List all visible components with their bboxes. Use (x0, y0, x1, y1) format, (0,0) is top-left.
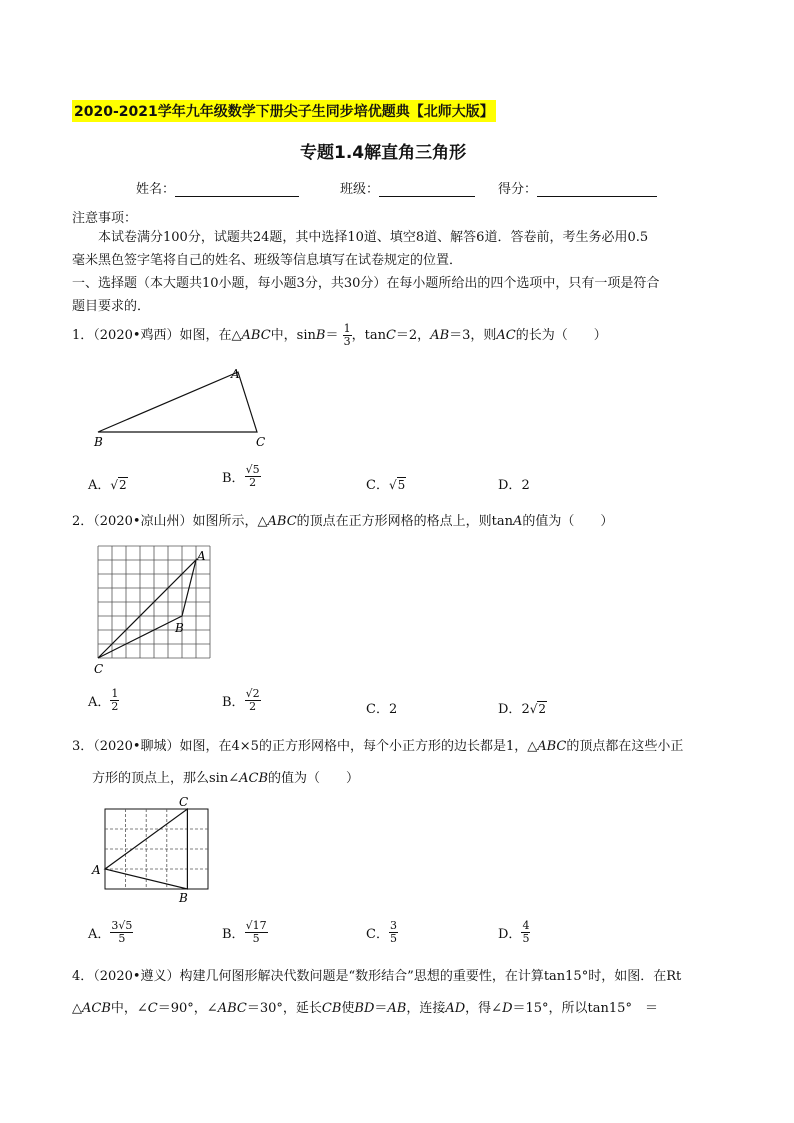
vertex-label-c: C (256, 435, 266, 449)
vertex-label-b: B (175, 621, 184, 635)
class-blank[interactable] (379, 184, 475, 197)
question-2: 2．（2020•凉山州）如图所示，△ABC的顶点在正方形网格的格点上，则tanA的值为（ ） (72, 514, 614, 529)
triangle-abc (98, 372, 257, 432)
question-3: 3．（2020•聊城）如图，在4×5的正方形网格中，每个小正方形的边长都是1，△ABC的顶点都在这些小正 (72, 739, 684, 754)
notes-line-2: 毫米黑色签字笔将自己的姓名、班级等信息填写在试卷规定的位置． (72, 253, 463, 268)
page-title: 专题1.4解直角三角形 (300, 143, 467, 163)
section-heading: 一、选择题（本大题共10小题，每小题3分，共30分）在每小题所给出的四个选项中，只有一项是符合 (72, 276, 660, 291)
vertex-label-b: B (94, 435, 103, 449)
notes-line-1: 本试卷满分100分，试题共24题，其中选择10道、填空8道、解答6道．答卷前，考生务必用0.5 (98, 230, 649, 245)
vertex-label-b: B (179, 891, 188, 905)
q2-option-a[interactable]: A． $\frac{1}{2}$ (88, 687, 119, 713)
q2-option-b[interactable]: B． $\frac{√2}{2}$ (222, 687, 260, 713)
question-4: 4．（2020•遵义）构建几何图形解决代数问题是“数形结合”思想的重要性，在计算tan15°时，如图．在Rt (72, 969, 682, 984)
banner: 2020-2021学年九年级数学下册尖子生同步培优题典【北师大版】 (72, 100, 496, 122)
vertex-label-a: A (197, 549, 206, 563)
q3-grid-figure (88, 793, 218, 905)
question-3-cont: 方形的顶点上，那么sin∠ACB的值为（ ） (92, 771, 360, 786)
question-1: 1．（2020•鸡西）如图，在△ABC中，sinB＝ $\frac{1}{3}$ ，tanC＝2，AB＝3，则AC的长为（ ） (72, 322, 607, 348)
notes-heading: 注意事项： (72, 211, 138, 226)
q3-option-b[interactable]: B． $\frac{√17}{5}$ (222, 919, 267, 945)
q1-option-b[interactable]: B． $\frac{√5}{2}$ (222, 463, 260, 489)
vertex-label-a: A (231, 367, 240, 381)
q2-option-d[interactable]: D．2√2 (498, 702, 547, 717)
vertex-label-c: C (94, 662, 104, 676)
name-blank[interactable] (175, 184, 299, 197)
q3-option-d[interactable]: D． $\frac{4}{5}$ (498, 919, 530, 945)
section-heading-cont: 题目要求的． (72, 299, 151, 314)
q3-option-c[interactable]: C． $\frac{3}{5}$ (366, 919, 397, 945)
score-blank[interactable] (537, 184, 657, 197)
q1-triangle-figure (90, 362, 280, 454)
q1-option-c[interactable]: C．√5 (366, 478, 406, 493)
score-label: 得分： (498, 182, 538, 197)
class-label: 班级： (340, 182, 380, 197)
question-4-cont: △ACB中，∠C＝90°，∠ABC＝30°，延长CB使BD＝AB，连接AD，得∠D＝15°，所以tan15° ＝ (72, 1001, 658, 1016)
name-label: 姓名： (136, 182, 176, 197)
fraction: $\frac{1}{3}$ (343, 322, 351, 348)
vertex-label-c: C (179, 795, 189, 809)
q2-grid-figure (90, 540, 220, 676)
q2-option-c[interactable]: C．2 (366, 702, 398, 717)
vertex-label-a: A (92, 863, 101, 877)
name-field[interactable] (136, 178, 299, 197)
q1-option-d[interactable]: D．2 (498, 478, 530, 493)
score-field[interactable] (498, 178, 657, 197)
q3-option-a[interactable]: A． $\frac{3√5}{5}$ (88, 919, 133, 945)
grid-dashed-lines (105, 809, 208, 889)
q1-option-a[interactable]: A．√2 (88, 478, 127, 493)
class-field[interactable] (340, 178, 475, 197)
triangle-abc (98, 560, 196, 658)
